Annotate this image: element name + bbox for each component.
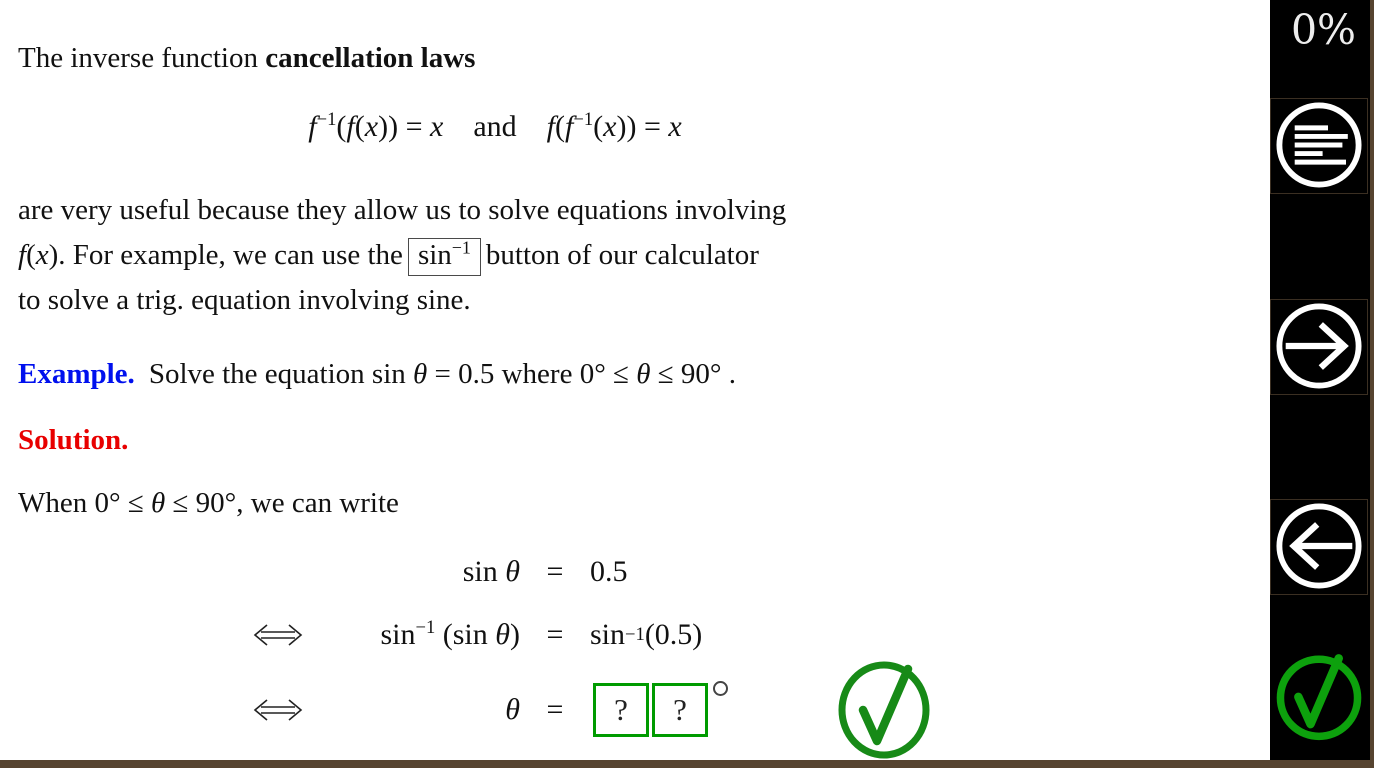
paragraph-line-3: to solve a trig. equation involving sine. bbox=[18, 284, 471, 316]
math-segment: f bbox=[308, 110, 317, 143]
equation-row-3 bbox=[252, 680, 728, 740]
math-segment: 0.5 bbox=[590, 555, 628, 588]
math-segment: f bbox=[18, 239, 27, 271]
math-segment: −1 bbox=[415, 617, 436, 638]
iff-arrow-icon bbox=[252, 698, 330, 722]
math-segment: θ bbox=[636, 358, 651, 390]
math-segment: ( bbox=[26, 239, 36, 271]
equation-row-2 bbox=[252, 610, 702, 660]
equation-row-2-rhs: sin −1 (0.5) bbox=[590, 618, 703, 651]
solution-line bbox=[18, 424, 128, 457]
math-segment: x bbox=[35, 239, 49, 271]
menu-lines-circle-icon bbox=[1274, 100, 1364, 193]
math-segment: When 0° ≤ bbox=[18, 487, 152, 519]
paragraph-line-2-pre bbox=[18, 239, 403, 271]
math-segment: θ bbox=[505, 555, 520, 588]
equals-sign: = bbox=[546, 555, 564, 588]
example-body bbox=[149, 358, 736, 390]
math-segment: )) = bbox=[616, 110, 669, 143]
math-segment: x bbox=[603, 110, 617, 143]
check-answer-button[interactable] bbox=[1270, 648, 1368, 744]
equation-row-3-lhs bbox=[330, 693, 520, 727]
equation-row-1 bbox=[252, 550, 628, 594]
math-segment: ( bbox=[336, 110, 347, 143]
answer-correct-check-icon[interactable] bbox=[836, 656, 936, 765]
math-segment: ( bbox=[555, 110, 565, 143]
math-segment: = 0.5 where 0° ≤ bbox=[427, 358, 637, 390]
math-segment: x bbox=[668, 110, 682, 143]
intro-text: The inverse function bbox=[18, 42, 266, 74]
math-segment: f bbox=[546, 110, 555, 143]
control-sidebar bbox=[1270, 0, 1370, 760]
solution-label: Solution. bbox=[18, 424, 129, 456]
intro-line bbox=[18, 42, 475, 75]
example-label: Example. bbox=[18, 358, 135, 390]
math-segment: (sin bbox=[435, 618, 496, 651]
math-segment: θ bbox=[413, 358, 428, 390]
cancellation-laws-equation bbox=[0, 110, 990, 144]
math-segment: sin bbox=[462, 555, 506, 588]
math-segment: )) = bbox=[378, 110, 430, 143]
equals-sign: = bbox=[546, 693, 564, 726]
math-segment: ( bbox=[593, 110, 604, 143]
math-segment: θ bbox=[151, 487, 166, 519]
math-segment: and bbox=[473, 110, 517, 143]
degree-icon bbox=[713, 681, 728, 696]
next-button[interactable] bbox=[1270, 299, 1368, 395]
math-segment: sin bbox=[590, 618, 626, 651]
menu-button[interactable] bbox=[1270, 98, 1368, 194]
bottom-frame-bar bbox=[0, 760, 1374, 768]
previous-button[interactable] bbox=[1270, 499, 1368, 595]
math-segment: ). For example, we can use the bbox=[48, 239, 403, 271]
right-frame-bar bbox=[1370, 0, 1374, 768]
math-segment: Solve the equation sin bbox=[148, 358, 413, 390]
math-segment: ≤ 90° . bbox=[650, 358, 736, 390]
check-circle-icon bbox=[1272, 648, 1366, 745]
math-segment: ( bbox=[354, 110, 365, 143]
arrow-left-circle-icon bbox=[1274, 501, 1364, 594]
equals-sign: = bbox=[546, 618, 564, 651]
paragraph-line-2-post: button of our calculator bbox=[485, 239, 759, 271]
math-segment: f bbox=[346, 110, 355, 143]
math-segment: f bbox=[565, 110, 574, 143]
equation-row-1-rhs bbox=[590, 555, 628, 589]
math-segment: θ bbox=[505, 693, 520, 726]
answer-box-2[interactable]: ? bbox=[652, 683, 708, 737]
math-segment: sin bbox=[380, 618, 416, 651]
equation-row-1-lhs bbox=[330, 555, 520, 589]
paragraph-line-2 bbox=[18, 233, 786, 278]
answer-box-1[interactable]: ? bbox=[593, 683, 649, 737]
equation-row-3-rhs bbox=[590, 683, 728, 737]
math-segment: x bbox=[430, 110, 444, 143]
sin-inverse-key bbox=[408, 238, 481, 276]
math-segment: −1 bbox=[316, 109, 337, 130]
sin-inverse-key-sup: −1 bbox=[451, 237, 471, 258]
sin-inverse-key-base: sin bbox=[417, 239, 452, 271]
math-segment: −1 bbox=[573, 109, 594, 130]
math-segment: x bbox=[364, 110, 379, 143]
math-segment: ≤ 90°, we can write bbox=[165, 487, 399, 519]
explanation-paragraph bbox=[18, 188, 786, 323]
example-line bbox=[18, 358, 736, 391]
math-segment: θ bbox=[495, 618, 510, 651]
equation-row-2-lhs bbox=[330, 618, 520, 652]
paragraph-line-1: are very useful because they allow us to solve equations involving bbox=[18, 194, 787, 226]
math-segment: ) bbox=[510, 618, 520, 651]
intro-bold-text: cancellation laws bbox=[265, 42, 476, 74]
when-line bbox=[18, 487, 399, 520]
math-segment: (0.5) bbox=[644, 618, 703, 651]
iff-arrow-icon bbox=[252, 623, 330, 647]
arrow-right-circle-icon bbox=[1274, 301, 1364, 394]
progress-indicator: 0% bbox=[1290, 6, 1356, 54]
